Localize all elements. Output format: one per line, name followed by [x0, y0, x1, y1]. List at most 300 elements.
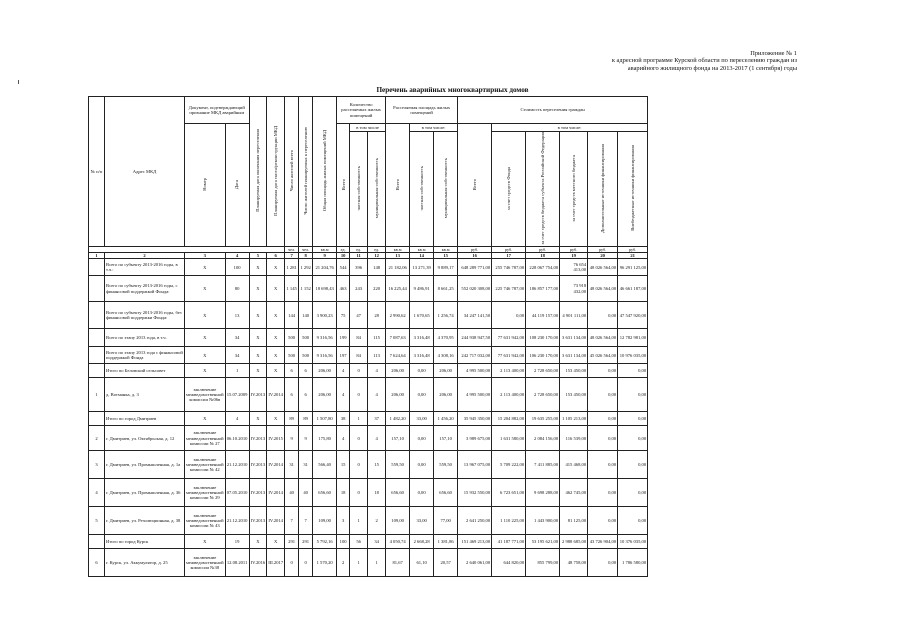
table-cell: 0	[285, 549, 299, 577]
address-cell: Итого по город Дмитриев	[105, 412, 185, 426]
table-cell: 1	[368, 549, 386, 577]
table-cell: 206,00	[434, 364, 458, 378]
table-cell: 34	[368, 535, 386, 549]
table-cell: заключение межведомственной комиссии № 42	[185, 451, 226, 479]
table-cell: 1	[225, 364, 249, 378]
table-cell: Х	[249, 329, 267, 347]
table-cell: заключение межведомственной комиссии № 27	[185, 426, 226, 451]
table-cell: Х	[267, 302, 285, 329]
table-cell: 2 728 650,00	[526, 364, 560, 378]
table-cell: 0,00	[492, 302, 526, 329]
header-document: Документ, подтверждающий признание МКД аварийным	[185, 97, 250, 124]
table-cell: 2	[337, 549, 350, 577]
column-number-cell: 4	[225, 252, 249, 258]
table-cell: Х	[267, 412, 285, 426]
table-cell: 648 289 771,00	[458, 259, 492, 276]
unit-cell: ед.	[337, 246, 350, 252]
table-cell	[89, 535, 105, 549]
table-cell: 48 026 564,00	[588, 276, 618, 302]
table-cell: 77 631 942,00	[492, 347, 526, 364]
table-cell: 9	[299, 426, 313, 451]
unit-cell: руб.	[526, 246, 560, 252]
table-cell: IV.2013	[249, 507, 267, 535]
table-cell: 0,00	[618, 426, 648, 451]
table-cell: 244 938 947,50	[458, 329, 492, 347]
table-cell: 206,00	[386, 378, 410, 412]
column-number-cell: 3	[185, 252, 226, 258]
unit-cell: руб.	[588, 246, 618, 252]
header-cost-fund: за счет средств Фонда	[492, 132, 526, 247]
column-number-cell: 18	[526, 252, 560, 258]
appendix-period: аварийного жилищного фонда на 2013-2017 (1 сентября) годы	[627, 64, 797, 72]
table-cell: 4 050,74	[386, 535, 410, 549]
table-cell: IV.2013	[249, 378, 267, 412]
table-cell: 0,00	[618, 378, 648, 412]
table-cell: 4	[368, 378, 386, 412]
table-cell: 113	[368, 347, 386, 364]
unit-cell: ед.	[350, 246, 368, 252]
table-cell: 0,00	[410, 378, 434, 412]
table-cell: 45 026 564,00	[588, 347, 618, 364]
table-cell: 151 469 213,00	[458, 535, 492, 549]
table-cell: 19	[225, 535, 249, 549]
table-cell: 3 989 675,00	[458, 426, 492, 451]
table-cell: 109,00	[386, 507, 410, 535]
table-cell: 3	[337, 507, 350, 535]
table-cell: заключение межведомственной комиссии №06в	[185, 378, 226, 412]
table-cell: 199	[337, 329, 350, 347]
table-cell: 7 087,63	[386, 329, 410, 347]
table-cell: 415 468,00	[560, 451, 588, 479]
table-cell: 4	[368, 426, 386, 451]
table-cell: 6	[299, 378, 313, 412]
header-cost: Стоимость переселения граждан	[458, 97, 648, 124]
table-cell: 2 640 061,00	[458, 549, 492, 577]
table-cell: 2 988 685,00	[560, 535, 588, 549]
table-cell: 656,60	[313, 479, 337, 507]
table-cell: 2 728 650,00	[526, 378, 560, 412]
column-number-cell: 20	[588, 252, 618, 258]
header-residents-planned: Число жителей планируемых к переселению	[299, 97, 313, 247]
header-doc-number: Номер	[185, 124, 226, 247]
table-row	[89, 276, 648, 302]
table-cell: 0,00	[618, 412, 648, 426]
table-cell: 1 786 580,00	[618, 549, 648, 577]
table-row	[89, 426, 648, 451]
table-cell: 552 020 308,00	[458, 276, 492, 302]
table-cell: 34	[225, 329, 249, 347]
table-cell: 4	[337, 426, 350, 451]
table-row	[89, 302, 648, 329]
table-cell: 242 717 032,00	[458, 347, 492, 364]
table-cell: Х	[249, 364, 267, 378]
table-cell: Х	[185, 412, 226, 426]
table-cell: 13 967 075,00	[458, 451, 492, 479]
column-number-cell: 16	[458, 252, 492, 258]
header-rooms-municipal: муниципальная собственность	[368, 132, 386, 247]
table-cell: Х	[249, 535, 267, 549]
table-cell	[89, 364, 105, 378]
table-cell: 559,50	[386, 451, 410, 479]
table-cell: 15 204 882,00	[492, 412, 526, 426]
table-cell: Х	[267, 329, 285, 347]
header-area-incl: в том числе:	[410, 124, 458, 132]
table-cell: 5 709 222,00	[492, 451, 526, 479]
header-rooms-incl: в том числе	[350, 124, 386, 132]
table-row	[89, 479, 648, 507]
unit-cell: кв.м	[410, 246, 434, 252]
table-cell: 396	[350, 259, 368, 276]
table-cell: Х	[185, 259, 226, 276]
table-cell: 656,60	[434, 479, 458, 507]
table-cell: 4	[225, 412, 249, 426]
table-cell: 13 271,39	[410, 259, 434, 276]
table-cell: 47 547 920,00	[618, 302, 648, 329]
table-cell: 48 026 564,00	[588, 259, 618, 276]
table-cell: 4 308,16	[434, 347, 458, 364]
table-cell: 13	[225, 302, 249, 329]
table-cell: 40	[285, 479, 299, 507]
table-cell: 0,00	[588, 549, 618, 577]
table-cell: 0	[350, 451, 368, 479]
table-cell: 243	[350, 276, 368, 302]
table-cell: 3 900,23	[313, 302, 337, 329]
table-cell: 3 316,48	[410, 347, 434, 364]
table-cell: 81 125,00	[560, 507, 588, 535]
table-cell: 2 668,28	[410, 535, 434, 549]
table-row	[89, 549, 648, 577]
table-cell: 108 230 170,00	[526, 329, 560, 347]
unit-cell: руб.	[492, 246, 526, 252]
table-cell: 43 726 904,00	[588, 535, 618, 549]
table-cell: 206,00	[434, 378, 458, 412]
table-cell: Х	[249, 276, 267, 302]
table-cell: 1 570,20	[313, 549, 337, 577]
table-row	[89, 364, 648, 378]
table-cell: 1	[89, 378, 105, 412]
table-cell: 56	[350, 535, 368, 549]
table-cell: 33,00	[410, 412, 434, 426]
table-cell: 48 026 564,00	[588, 329, 618, 347]
table-cell: IV.2014	[267, 479, 285, 507]
unit-cell: чел.	[299, 246, 313, 252]
table-cell: 144	[285, 302, 299, 329]
table-cell: 0,00	[588, 302, 618, 329]
table-cell: 1 145	[285, 276, 299, 302]
table-cell: Х	[249, 302, 267, 329]
table-cell: IV.2015	[267, 426, 285, 451]
header-doc-date: Дата	[225, 124, 249, 247]
header-area-relocated: Расселяемая площадь жилых помещений	[386, 97, 458, 124]
table-cell: 44 119 157,00	[526, 302, 560, 329]
table-cell: 5 792,16	[313, 535, 337, 549]
table-cell: 53 195 621,00	[526, 535, 560, 549]
table-cell: Х	[267, 347, 285, 364]
table-row	[89, 378, 648, 412]
table-cell: 06.10.2010	[225, 426, 249, 451]
table-cell: IV.2013	[249, 479, 267, 507]
table-cell: 153 450,00	[560, 364, 588, 378]
table-cell: 33,00	[410, 507, 434, 535]
table-cell	[89, 412, 105, 426]
header-area-municipal: муниципальная собственность	[434, 132, 458, 247]
table-cell: 0,00	[588, 479, 618, 507]
table-cell: 61,10	[410, 549, 434, 577]
header-rooms-total: Всего	[337, 124, 350, 247]
table-cell: Х	[185, 535, 226, 549]
header-residents: Число жителей всего	[285, 97, 299, 247]
table-cell: 1 507,80	[313, 412, 337, 426]
table-cell: 0	[350, 378, 368, 412]
table-cell: 16 225,44	[386, 276, 410, 302]
table-cell: 2	[89, 426, 105, 451]
table-cell: 4 370,95	[434, 329, 458, 347]
table-cell: 1	[350, 412, 368, 426]
table-cell: 0,00	[410, 426, 434, 451]
table-cell: 6 723 651,00	[492, 479, 526, 507]
table-cell: 100	[337, 535, 350, 549]
table-cell: 0,00	[410, 479, 434, 507]
column-number-cell: 15	[434, 252, 458, 258]
table-cell: 96 291 125,00	[618, 259, 648, 276]
table-cell: 1 281	[285, 259, 299, 276]
table-cell: 07.05.2010	[225, 479, 249, 507]
header-cost-local: за счет средств местного бюджета	[560, 132, 588, 247]
table-cell: 15 932 550,00	[458, 479, 492, 507]
table-cell: 291	[285, 535, 299, 549]
address-cell: Всего по субъекту 2013-2016 годы, в т.ч.:	[105, 259, 185, 276]
table-cell: 84	[350, 347, 368, 364]
unit-cell: кв.м	[313, 246, 337, 252]
table-cell: 8 661,25	[434, 276, 458, 302]
table-cell: 2 113 400,00	[492, 378, 526, 412]
table-cell: 84	[350, 329, 368, 347]
table-cell: Х	[185, 364, 226, 378]
unit-cell: руб.	[618, 246, 648, 252]
table-cell: 2 641 250,00	[458, 507, 492, 535]
header-area-private: частная собственность	[410, 132, 434, 247]
table-cell: 0	[299, 549, 313, 577]
table-cell: 75	[337, 302, 350, 329]
table-cell: 48 758,00	[560, 549, 588, 577]
table-cell: 9 316,56	[313, 347, 337, 364]
table-cell: 559,50	[434, 451, 458, 479]
address-cell: Всего по этапу 2013 года, в т.ч.	[105, 329, 185, 347]
table-cell: 644 820,00	[492, 549, 526, 577]
table-cell: 4	[89, 479, 105, 507]
table-cell: 1 110 225,00	[492, 507, 526, 535]
table-cell: 37	[368, 412, 386, 426]
column-number-cell: 2	[105, 252, 185, 258]
table-cell: 34 247 141,50	[458, 302, 492, 329]
table-cell: 206,00	[313, 378, 337, 412]
table-cell: 0,00	[588, 378, 618, 412]
table-cell: IV.2014	[267, 451, 285, 479]
table-cell: 9 889,17	[434, 259, 458, 276]
table-cell: Х	[185, 276, 226, 302]
table-cell: 6	[285, 364, 299, 378]
table-cell: 31	[285, 451, 299, 479]
table-cell: 81,67	[386, 549, 410, 577]
table-cell: 0	[350, 364, 368, 378]
column-number-cell: 12	[368, 252, 386, 258]
table-cell: 89	[285, 412, 299, 426]
header-area-total: Общая площадь жилых помещений МКД	[313, 97, 337, 247]
table-cell: 4	[337, 378, 350, 412]
table-cell	[89, 329, 105, 347]
table-row	[89, 412, 648, 426]
table-cell: 15	[337, 451, 350, 479]
header-rooms: Количество расселяемых жилых помещений	[337, 97, 386, 124]
table-cell: 1 670,65	[410, 302, 434, 329]
table-cell: 5	[89, 507, 105, 535]
table-cell: 206,00	[386, 364, 410, 378]
table-cell: 18	[368, 479, 386, 507]
unit-cell: чел.	[285, 246, 299, 252]
table-cell: 115	[368, 329, 386, 347]
table-cell: 1 152	[299, 276, 313, 302]
table-cell: Х	[267, 276, 285, 302]
table-cell: 186 857 177,00	[526, 276, 560, 302]
table-cell: IV.2014	[267, 507, 285, 535]
table-cell: 0	[350, 426, 368, 451]
unit-cell: руб.	[560, 246, 588, 252]
unit-cell: кв.м	[434, 246, 458, 252]
table-cell: Х	[267, 364, 285, 378]
table-cell: 566,40	[313, 451, 337, 479]
unit-cell: руб.	[458, 246, 492, 252]
header-cost-all: Всего	[458, 124, 492, 247]
document-title: Перечень аварийных многоквартирных домов	[376, 86, 529, 94]
table-cell: 7 624,64	[386, 347, 410, 364]
table-cell: заключение межведомственной комиссии № 43	[185, 507, 226, 535]
table-cell: 3 631 134,00	[560, 329, 588, 347]
table-cell: 7	[285, 507, 299, 535]
table-row	[89, 347, 648, 364]
table-cell: 157,10	[434, 426, 458, 451]
address-cell: г. Дмитриев, ул. Резолюционная, д. 38	[105, 507, 185, 535]
table-cell: заключение межведомственной комиссии № 29	[185, 479, 226, 507]
table-cell: 109,00	[313, 507, 337, 535]
column-number-cell: 21	[618, 252, 648, 258]
table-cell: 1 256,74	[434, 302, 458, 329]
header-area-all: Всего	[386, 124, 410, 247]
table-cell: 544	[337, 259, 350, 276]
margin-mark	[18, 80, 19, 84]
table-row	[89, 507, 648, 535]
table-cell: 656,60	[386, 479, 410, 507]
table-cell: 4	[368, 364, 386, 378]
table-cell: 463	[337, 276, 350, 302]
address-cell: Всего по этапу 2013 года с финансовой поддержкой Фонда	[105, 347, 185, 364]
table-cell: 4 995 500,00	[458, 364, 492, 378]
address-cell: г. Дмитриев, ул. Промышленная, д. 36	[105, 479, 185, 507]
table-cell: 0,00	[588, 412, 618, 426]
table-cell: 100	[225, 259, 249, 276]
column-number-cell: 1	[89, 252, 105, 258]
table-cell: 1	[350, 507, 368, 535]
table-cell: 1 105 213,00	[560, 412, 588, 426]
address-cell: д. Вотманка, д. 3	[105, 378, 185, 412]
table-cell: IV.2016	[249, 549, 267, 577]
table-cell: Х	[185, 347, 226, 364]
address-cell: Итого по город Курск	[105, 535, 185, 549]
table-cell: Х	[249, 259, 267, 276]
header-cost-incl: в том числе:	[492, 124, 648, 132]
appendix-program: к адресной программе Курской области по переселению граждан из	[611, 57, 797, 65]
address-cell: Всего по субъекту 2013-2016 годы, без финансовой поддержки Фонда:	[105, 302, 185, 329]
table-cell: 15	[368, 451, 386, 479]
table-cell: 6	[89, 549, 105, 577]
table-cell: Х	[267, 535, 285, 549]
header-cost-extra: Дополнительные источники финансирования	[588, 132, 618, 247]
table-cell: 4 901 111,00	[560, 302, 588, 329]
table-cell: 116 539,00	[560, 426, 588, 451]
address-cell: г. Курск, ул. Аккумулятор, д. 25	[105, 549, 185, 577]
table-cell: 1 631 580,00	[492, 426, 526, 451]
header-cost-subject: за счет средств бюджета субъекта Российской Федерации	[526, 132, 560, 247]
table-cell: 21 204,76	[313, 259, 337, 276]
table-cell: 0,00	[588, 364, 618, 378]
address-cell: г. Дмитриев, ул. Промышленная, д. 1а	[105, 451, 185, 479]
table-cell: 6	[299, 364, 313, 378]
column-number-cell: 10	[337, 252, 350, 258]
table-cell	[89, 276, 105, 302]
header-rooms-private: частная собственность	[350, 132, 368, 247]
table-cell: 46 661 187,00	[618, 276, 648, 302]
table-cell: 9 486,91	[410, 276, 434, 302]
column-number-cell: 17	[492, 252, 526, 258]
table-cell: 1 443 900,00	[526, 507, 560, 535]
table-cell: 7	[299, 507, 313, 535]
table-cell: 77 631 942,00	[492, 329, 526, 347]
table-cell: 0,00	[410, 364, 434, 378]
table-cell: 0,00	[588, 426, 618, 451]
appendix-header	[497, 50, 797, 72]
table-cell: 2	[368, 507, 386, 535]
table-cell: 0,00	[618, 364, 648, 378]
table-row	[89, 535, 648, 549]
table-cell: 80	[225, 276, 249, 302]
table-cell: 10 376 035,00	[618, 535, 648, 549]
emergency-houses-table	[88, 96, 648, 577]
table-cell: 77,00	[434, 507, 458, 535]
table-cell: 1 292	[299, 259, 313, 276]
table-cell: 228 067 754,00	[526, 259, 560, 276]
table-cell: 500	[299, 329, 313, 347]
column-number-cell: 5	[249, 252, 267, 258]
table-cell: 89	[299, 412, 313, 426]
table-cell: 148	[368, 259, 386, 276]
address-cell: Всего по субъекту 2013-2016 годы, с финансовой поддержкой Фонда:	[105, 276, 185, 302]
table-cell: III.2017	[267, 549, 285, 577]
table-cell: 15.07.2009	[225, 378, 249, 412]
header-address: Адрес МКД	[105, 97, 185, 247]
table-cell: Х	[249, 347, 267, 364]
table-cell: 500	[285, 347, 299, 364]
table-cell: 1 482,20	[386, 412, 410, 426]
table-cell: 255 746 787,00	[492, 259, 526, 276]
column-number-cell: 14	[410, 252, 434, 258]
table-cell: 1	[350, 549, 368, 577]
table-cell: 1 381,86	[434, 535, 458, 549]
table-cell: 18	[337, 479, 350, 507]
header-plan-end: Планируемая дата окончания переселения	[249, 97, 267, 247]
table-cell: Х	[185, 329, 226, 347]
table-cell: 3 316,48	[410, 329, 434, 347]
table-cell: 12.08.2011	[225, 549, 249, 577]
table-cell: 462 745,00	[560, 479, 588, 507]
